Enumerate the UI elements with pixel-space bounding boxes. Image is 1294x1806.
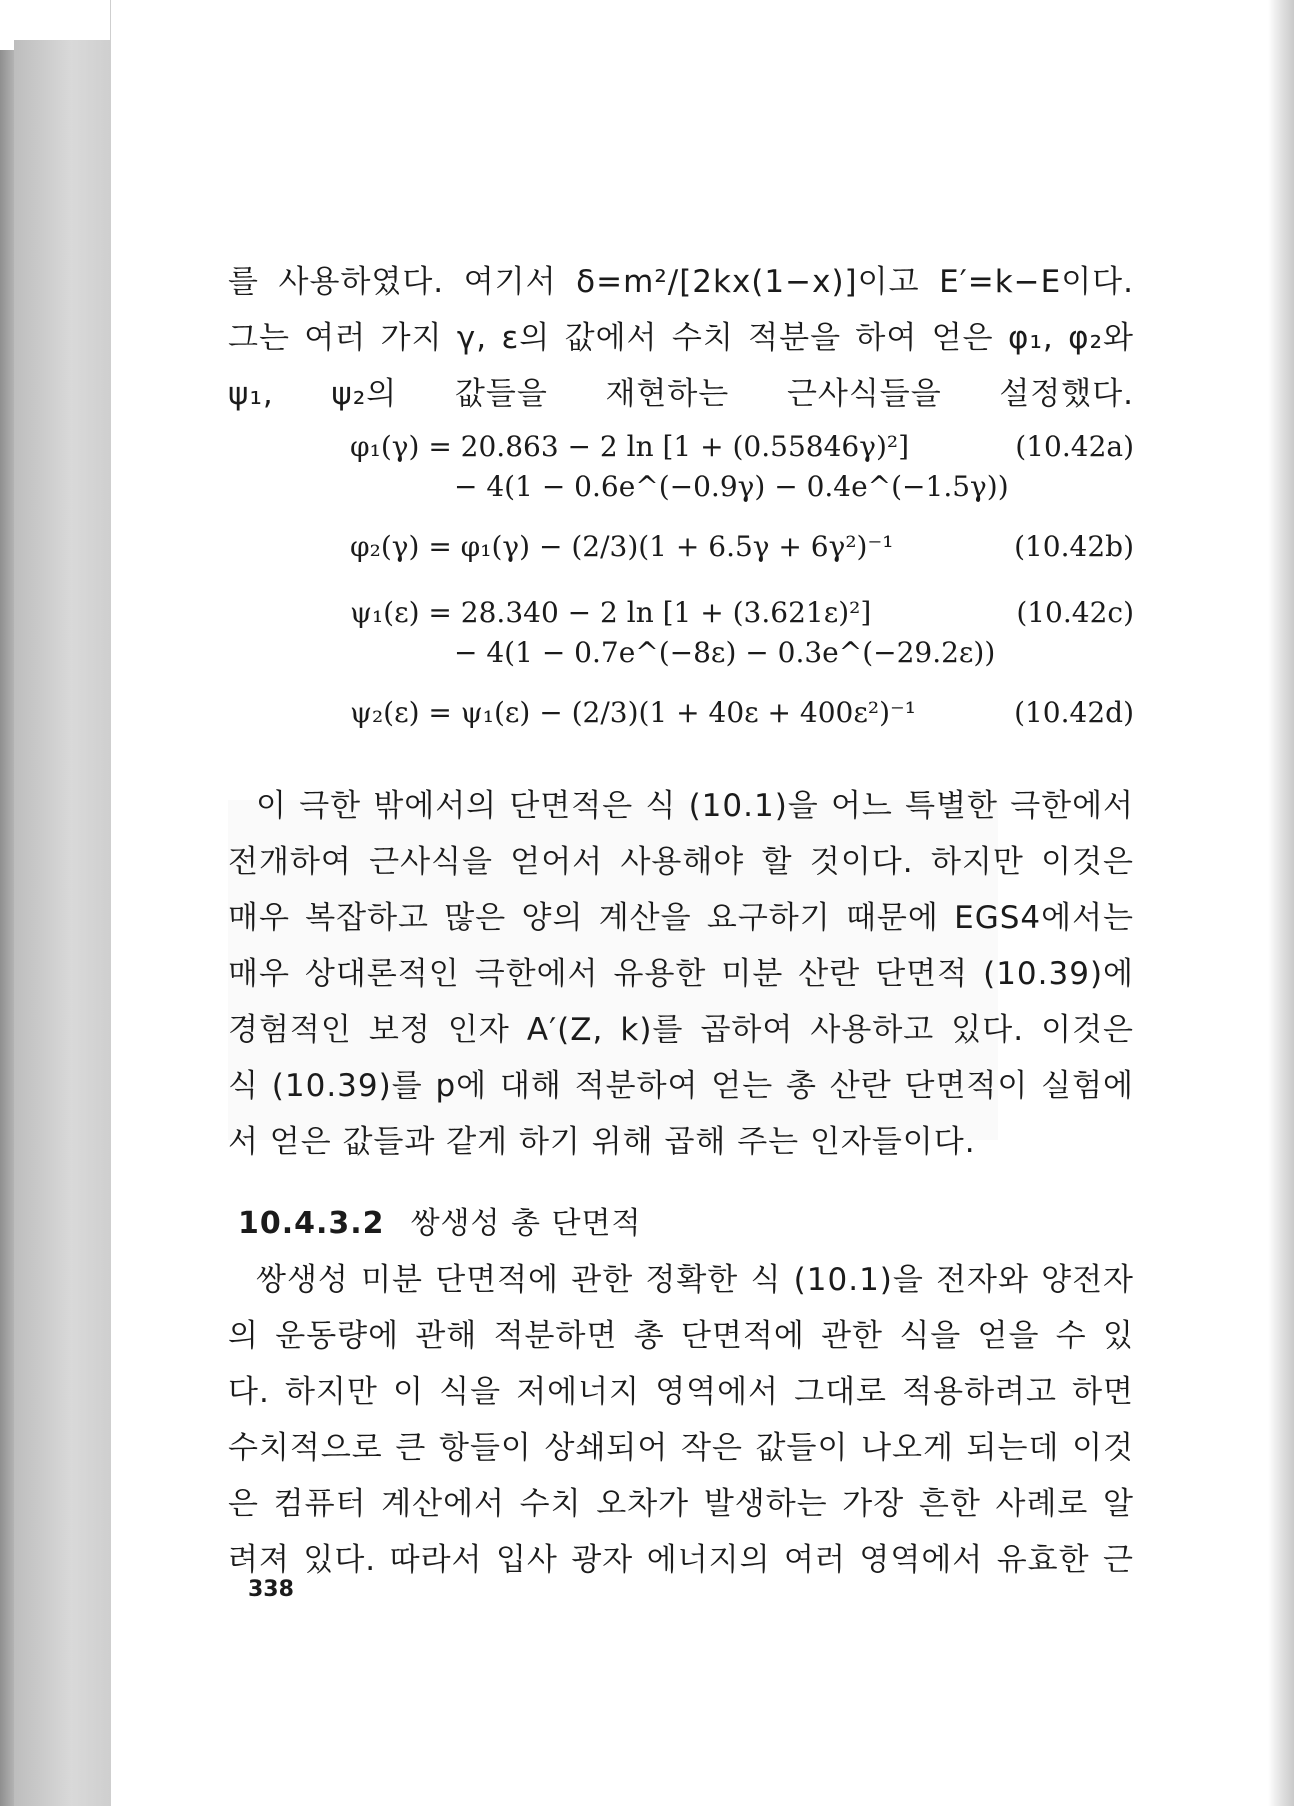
page-number: 338	[248, 1577, 294, 1602]
equation-label: (10.42d)	[1014, 696, 1134, 729]
text-line: 매우 상대론적인 극한에서 유용한 미분 산란 단면적 (10.39)에	[228, 956, 1134, 992]
equation-10-42c-continuation: − 4(1 − 0.7e^(−8ε) − 0.3e^(−29.2ε))	[454, 636, 996, 669]
text-line: 의 운동량에 관해 적분하면 총 단면적에 관한 식을 얻을 수 있	[228, 1318, 1134, 1354]
equation-10-42d: ψ₂(ε) = ψ₁(ε) − (2/3)(1 + 40ε + 400ε²)⁻¹	[350, 696, 917, 729]
intro-paragraph	[228, 262, 1134, 414]
text-line: 를 사용하였다. 여기서 δ=m²/[2kx(1−x)]이고 E′=k−E이다.	[228, 264, 1134, 300]
paragraph-pair-production	[228, 1260, 1134, 1580]
text-line: 수치적으로 큰 항들이 상쇄되어 작은 값들이 나오게 되는데 이것	[228, 1430, 1134, 1466]
section-heading	[238, 1198, 1134, 1242]
equation-label: (10.42b)	[1014, 530, 1134, 563]
equation-10-42a: φ₁(γ) = 20.863 − 2 ln [1 + (0.55846γ)²]	[350, 430, 910, 463]
text-line: 려져 있다. 따라서 입사 광자 에너지의 여러 영역에서 유효한 근	[228, 1542, 1134, 1578]
equation-10-42a-continuation: − 4(1 − 0.6e^(−0.9γ) − 0.4e^(−1.5γ))	[454, 470, 1009, 503]
text-line: 전개하여 근사식을 얻어서 사용해야 할 것이다. 하지만 이것은	[228, 844, 1134, 880]
equation-block	[228, 430, 1134, 760]
book-page-edges	[14, 40, 111, 1806]
text-line: 다. 하지만 이 식을 저에너지 영역에서 그대로 적용하려고 하면	[228, 1374, 1134, 1410]
equation-10-42c: ψ₁(ε) = 28.340 − 2 ln [1 + (3.621ε)²]	[350, 596, 872, 629]
text-line: 쌍생성 미분 단면적에 관한 정확한 식 (10.1)을 전자와 양전자	[256, 1262, 1134, 1298]
text-line: 식 (10.39)를 p에 대해 적분하여 얻는 총 산란 단면적이 실험에	[228, 1068, 1134, 1104]
paragraph-limit-cross-section	[228, 786, 1134, 1162]
text-line: 은 컴퓨터 계산에서 수치 오차가 발생하는 가장 흔한 사례로 알	[228, 1486, 1134, 1522]
section-number: 10.4.3.2	[238, 1206, 385, 1241]
section-title: 쌍생성 총 단면적	[410, 1206, 642, 1241]
text-line: 이 극한 밖에서의 단면적은 식 (10.1)을 어느 특별한 극한에서	[256, 788, 1134, 824]
equation-label: (10.42a)	[1015, 430, 1134, 463]
text-line: 그는 여러 가지 γ, ε의 값에서 수치 적분을 하여 얻은 φ₁, φ₂와	[228, 320, 1134, 356]
page-content	[228, 262, 1134, 1596]
text-line: ψ₁, ψ₂의 값들을 재현하는 근사식들을 설정했다.	[228, 376, 1134, 412]
text-line: 매우 복잡하고 많은 양의 계산을 요구하기 때문에 EGS4에서는	[228, 900, 1134, 936]
page-right-edge	[1268, 0, 1294, 1806]
equation-label: (10.42c)	[1016, 596, 1134, 629]
text-line: 서 얻은 값들과 같게 하기 위해 곱해 주는 인자들이다.	[228, 1124, 976, 1160]
equation-10-42b: φ₂(γ) = φ₁(γ) − (2/3)(1 + 6.5γ + 6γ²)⁻¹	[350, 530, 894, 563]
text-line: 경험적인 보정 인자 A′(Z, k)를 곱하여 사용하고 있다. 이것은	[228, 1012, 1134, 1048]
